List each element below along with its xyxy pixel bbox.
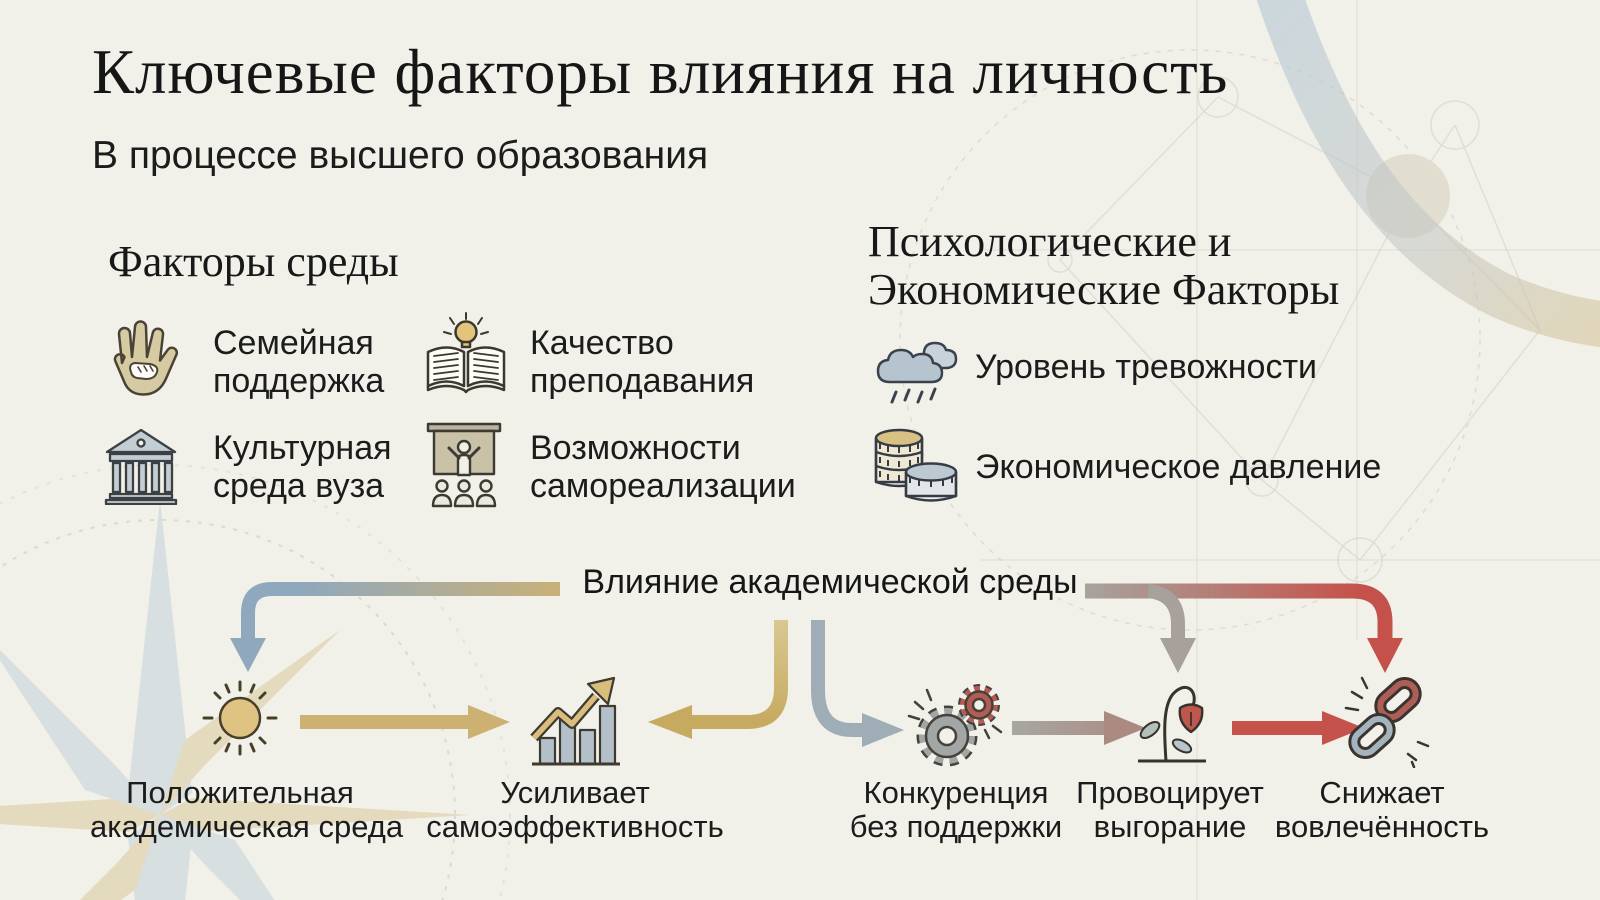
arrow-to-competition bbox=[818, 620, 904, 747]
factor-cultural-environment: Культурная среда вуза bbox=[213, 429, 392, 505]
gears-icon bbox=[905, 678, 1005, 770]
rain-cloud-icon bbox=[872, 326, 964, 414]
growth-chart-icon bbox=[526, 676, 624, 770]
factor-anxiety-level: Уровень тревожности bbox=[975, 348, 1318, 386]
page-title: Ключевые факторы влияния на личность bbox=[92, 37, 1229, 107]
presentation-icon bbox=[422, 418, 506, 510]
factor-self-realization: Возможности самореализации bbox=[530, 429, 796, 505]
environment-section-heading: Факторы среды bbox=[108, 237, 399, 286]
factor-economic-pressure: Экономическое давление bbox=[975, 448, 1382, 486]
sun-icon bbox=[202, 680, 278, 756]
coin-stacks-icon bbox=[868, 422, 960, 508]
arrow-sun-to-chart bbox=[300, 705, 510, 739]
node-self-efficacy: Усиливает самоэффективность bbox=[426, 775, 724, 844]
factor-family-support: Семейная поддержка bbox=[213, 324, 385, 400]
factor-teaching-quality: Качество преподавания bbox=[530, 324, 755, 400]
arrow-to-self-efficacy bbox=[648, 620, 781, 739]
broken-chain-icon bbox=[1336, 668, 1432, 768]
node-positive-environment: Положительная академическая среда bbox=[90, 775, 404, 844]
page-subtitle: В процессе высшего образования bbox=[92, 134, 709, 177]
university-building-icon bbox=[102, 425, 180, 505]
node-burnout: Провоцирует выгорание bbox=[1076, 775, 1264, 844]
psycho-economic-section-heading: Психологические и Экономические Факторы bbox=[868, 217, 1340, 315]
flow-center-label: Влияние академической среды bbox=[582, 563, 1078, 601]
node-competition: Конкуренция без поддержки bbox=[849, 775, 1063, 844]
arrow-to-positive-environment bbox=[230, 589, 560, 672]
book-lightbulb-icon bbox=[420, 310, 512, 402]
wilted-flower-icon bbox=[1130, 672, 1214, 766]
node-engagement: Снижает вовлечённость bbox=[1274, 775, 1490, 844]
arrow-gears-to-flower bbox=[1012, 711, 1146, 745]
arrow-to-burnout-and-engagement bbox=[1085, 591, 1403, 673]
helping-hand-icon bbox=[98, 315, 188, 405]
